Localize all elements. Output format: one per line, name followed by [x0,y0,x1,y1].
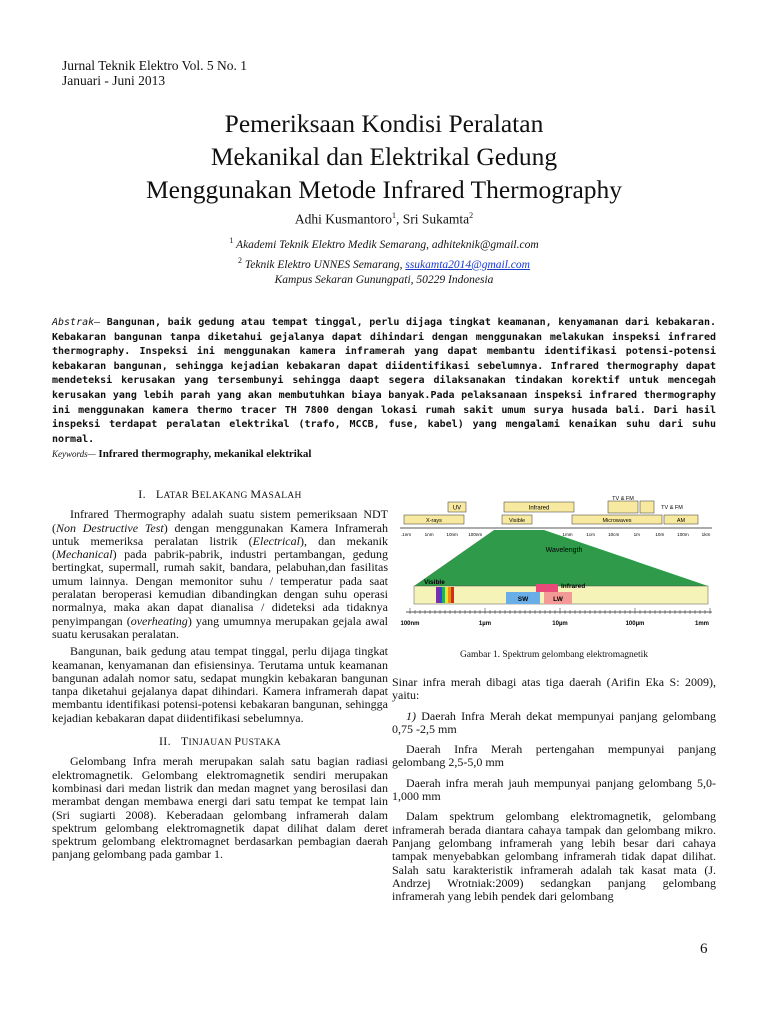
top-scale-label: 10m [655,532,665,537]
label-xrays: X-rays [426,518,442,524]
sec1-c3: M [250,487,262,501]
section-2-paragraph-1: Gelombang Infra merah merupakan salah satu bagian radiasi elektromagnetik. Gelombang elektromagnetik sendiri merupakan kombinasi dari medan listrik dan medan magnet yang berosilasi dan merambat dengan membawa energi dari satu tempat ke tempat lain (Sri sugiarti 2008). Keberadaan gelombang inframerah dalam spektrum gelombang elektromagnetik dapat dilihat dalam deret spektrum gelombang elektromagnet berdasarkan pembagian daerah panjang gelombang pada gambar 1. [52,754,388,862]
left-column [52,488,388,866]
right-paragraph-3: Daerah Infra Merah pertengahan mempunyai panjang gelombang 2,5-5,0 mm [392,742,716,770]
journal-period: Januari - Juni 2013 [62,73,166,88]
right-paragraph-1: Sinar infra merah dibagi atas tiga daerah (Arifin Eka S: 2009), yaitu: [392,675,716,703]
section-1-heading [52,488,388,503]
sec1-c1: L [155,487,164,501]
section-1-paragraph-2: Bangunan, baik gedung atau tempat tinggal, perlu dijaga tingkat keamanan, kenyamanan dan efisiensinya. Terutama untuk keamanan bangunan adalah nomor satu, sedapat mungkin kebakaran bangunan tanpa diketahui gejalanya dapat dihindari. Kamera inframerah dapat membantu identifikasi potensi-potensi kebakaran bangunan, sehingga kejadian kebakaran dapat diidentifikasi sebelumnya. [52,644,388,725]
label-tvfm-2: TV & FM [661,505,683,511]
s1p1-b: ) dengan menggunakan Kamera Inframerah untuk memeriksa peralatan listrik ( [52,520,388,548]
aff2-text: Teknik Elektro UNNES Semarang, [244,258,406,271]
visible-green [442,587,445,603]
s1p1-d: ) pada pabrik-pabrik, industri pertambangan, gedung bertingkat, supermall, rumah sakit, bandara, pelabuhan,dan fasilitas umum lainnya. Dengan memonitor suhu / temperatur pada saat peralatan beroperasi kemudian dibandingkan dengan suhu operasi normalnya, maka akan dapat dianalisa / dideteksi ada tidaknya penyimpangan ( [52,547,388,628]
author-1: Adhi Kusmantoro [294,211,392,227]
r2-num: 1) [406,708,416,723]
visible-red [451,587,454,603]
keywords-text: Infrared thermography, mekanikal elektrikal [95,448,312,460]
affiliation-1 [0,233,768,253]
figure-caption: Gambar 1. Spektrum gelombang elektromagnetik [459,650,649,660]
right-column [392,676,716,910]
title-line-1: Pemeriksaan Kondisi Peralatan [224,109,544,138]
aff2-email-link[interactable]: ssukamta2014@gmail.com [405,258,530,271]
s1p1-i1: Non Destructive Test [56,520,164,535]
bottom-scale-label: 100nm [400,621,420,627]
top-scale-label: 10nm [446,532,458,537]
top-scale-label: 100nm [468,532,483,537]
sec2-r2: USTAKA [241,738,281,749]
s1p1-i3: Mechanical [56,547,113,562]
top-scale-label: .1nm [400,532,412,537]
top-scale-label: 100m [677,532,689,537]
author-1-sup: 1 [392,211,396,220]
label-tvfm-1: TV & FM [612,496,634,502]
sec1-r1: ATAR [163,491,192,501]
right-paragraph-5: Dalam spektrum gelombang elektromagnetik, gelombang inframerah berada diantara cahaya tampak dan gelombang mikro. Panjang gelombang inframerah yang lebih besar dari cahaya tampak menyebabkan gelombang inframerah tidak dapat dilihat. Salah satu karakteristik inframerah adalah tak kasat mata (J. Andrzej Wrotniak:2009) sedangkan panjang gelombang inframerah yang lebih pendek dari gelombang [392,809,716,904]
label-wavelength: Wavelength [545,547,583,554]
sec2-c2: P [234,734,242,749]
s1p1-e: ) yang umumnya merupakan gejala awal suatu kerusakan peralatan. [52,613,388,641]
aff1-sup: 1 [229,236,234,245]
abstract [52,316,716,447]
right-paragraph-4: Daerah infra merah jauh mempunyai panjang gelombang 5,0-1,000 mm [392,775,716,804]
aff2-sup: 2 [238,255,243,265]
top-scale-label: 1nm [424,532,434,537]
bottom-scale-label: 10µm [552,621,568,627]
paper-title [0,107,768,206]
label-microwaves: Microwaves [602,518,632,524]
title-line-3: Menggunakan Metode Infrared Thermography [145,175,623,204]
label-visible-zoom: Visible [424,579,445,586]
sec2-num: II. [159,734,171,749]
journal-header [62,58,247,88]
journal-name: Jurnal Teknik Elektro Vol. 5 No. 1 [62,58,248,73]
right-paragraph-2 [392,710,716,737]
affiliation-3: Kampus Sekaran Gunungpati, 50229 Indonesia [274,273,494,286]
sec1-c2: B [191,487,200,501]
s1p1-c: ), dan mekanik ( [52,533,388,562]
top-scale-label: 10cm [608,532,620,537]
top-scale-label: 1m [633,532,640,537]
abstract-text: Bangunan, baik gedung atau tempat tinggal, perlu dijaga tingkat keamanan, kenyamanan dari kebakaran. Kebakaran bangunan tanpa diketahui gejalanya dapat dihindari dengan menggunakan melakukan inspeksi infrared thermography. Inspeksi ini menggunakan kamera inframerah yang dapat membantu identifikasi potensi-potensi kebakaran bangunan, sehingga kejadian kebakaran dapat diidentifikasi sebelumnya. Infrared thermography dapat mendeteksi kerusakan yang tersembunyi sehingga daapt segera dilaksanakan tindakan korektif untuk mencegah kerusakan yang lebih parah yang akan membutuhkan biaya banyak.Pada pelaksanaan inspeksi infrared thermography ini menggunakan kamera thermo tracer TH 7800 dengan lokasi rumah sakit umum surya husada bali. Dari hasil inspeksi terdapat peralatan elektrikal (trafo, MCCB, fuse, kabel) yang mengalami kenaikan suhu dari suhu normal. [52,317,716,445]
sec1-r3: ASALAH [261,491,302,501]
top-scale-label: 1km [701,532,711,537]
visible-blue [439,587,442,603]
sec1-r2: ELAKANG [199,491,251,501]
sec2-c1: T [180,734,189,749]
visible-orange [448,587,451,603]
label-uv: UV [452,505,462,512]
label-sw: SW [517,596,529,603]
label-infrared-zoom: Infrared [561,583,586,590]
bottom-scale-label: 1mm [694,621,710,627]
keywords [52,448,312,460]
band-tvfm-2 [640,501,654,513]
author-2-sup: 2 [469,211,474,220]
label-visible-top: Visible [508,518,526,524]
s1p1-i4: overheating [130,613,188,628]
visible-yellow [445,587,448,603]
author-2: Sri Sukamta [402,211,470,227]
top-scale-label: 1cm [586,532,595,537]
r2-text: Daerah Infra Merah dekat mempunyai panjang gelombang 0,75 -2,5 mm [392,708,716,736]
keywords-label: Keywords— [52,449,96,459]
band-tvfm-1 [608,501,638,513]
label-infrared-top: Infrared [528,505,550,512]
author-list [0,211,768,228]
bottom-scale-label: 100µm [625,621,645,627]
section-2-heading [52,735,388,750]
sec2-r1: INJAUAN [188,738,235,749]
section-1-paragraph-1 [52,508,388,641]
affiliation-2 [0,253,768,273]
page-number: 6 [700,941,708,957]
abstract-label: Abstrak— [52,317,101,328]
label-lw: LW [553,596,563,603]
spectrum-figure [396,494,716,636]
sec1-num: I. [138,487,146,501]
aff1-text: Akademi Teknik Elektro Medik Semarang, adhiteknik@gmail.com [236,238,539,251]
s1p1-i2: Electrical [252,533,300,548]
s1p1-a: Infrared Thermography adalah suatu sistem pemeriksaan NDT ( [52,507,388,535]
label-am: AM [676,518,686,524]
top-scale-label: 1mm [562,532,573,537]
title-line-2: Mekanikal dan Elektrikal Gedung [210,142,558,171]
infrared-marker [536,584,558,592]
author-separator: , [396,211,403,227]
affiliations [0,233,768,288]
visible-violet [436,587,439,603]
bottom-scale-label: 1µm [478,621,492,627]
